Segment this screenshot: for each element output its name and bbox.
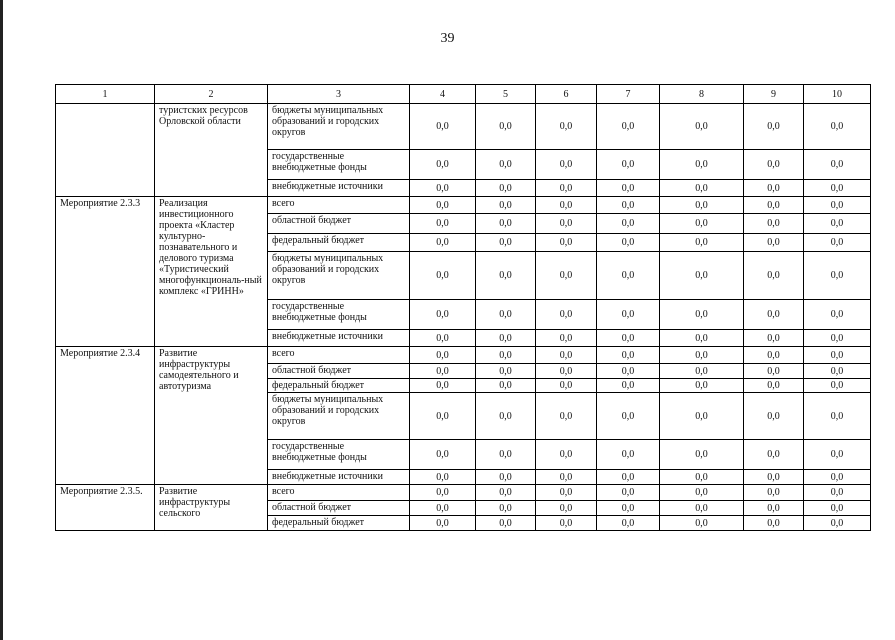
value-cell: 0,0 — [804, 393, 871, 440]
value-cell: 0,0 — [804, 485, 871, 501]
event-name-cell: Мероприятие 2.3.5. — [56, 485, 155, 531]
table-row — [56, 347, 871, 364]
value-cell: 0,0 — [410, 379, 476, 393]
value-cell: 0,0 — [410, 197, 476, 214]
value-cell: 0,0 — [476, 440, 536, 470]
value-cell: 0,0 — [660, 330, 744, 347]
event-description-cell: Развитие инфраструктуры сельского — [155, 485, 268, 531]
header-cell: 3 — [268, 85, 410, 104]
event-description-cell: Реализация инвестиционного проекта «Кластер культурно-познавательного и делового туризма «Туристический многофункциональ-ный комплекс «ГРИНН» — [155, 197, 268, 347]
value-cell: 0,0 — [744, 150, 804, 180]
value-cell: 0,0 — [597, 470, 660, 485]
value-cell: 0,0 — [660, 440, 744, 470]
value-cell: 0,0 — [744, 104, 804, 150]
event-description-cell: туристских ресурсов Орловской области — [155, 104, 268, 197]
value-cell: 0,0 — [804, 150, 871, 180]
table-row — [56, 485, 871, 501]
funding-source-cell: федеральный бюджет — [268, 234, 410, 252]
value-cell: 0,0 — [804, 516, 871, 531]
value-cell: 0,0 — [476, 330, 536, 347]
value-cell: 0,0 — [476, 104, 536, 150]
header-cell: 1 — [56, 85, 155, 104]
value-cell: 0,0 — [744, 214, 804, 234]
value-cell: 0,0 — [536, 234, 597, 252]
value-cell: 0,0 — [744, 485, 804, 501]
value-cell: 0,0 — [660, 180, 744, 197]
value-cell: 0,0 — [536, 150, 597, 180]
value-cell: 0,0 — [476, 485, 536, 501]
value-cell: 0,0 — [804, 379, 871, 393]
value-cell: 0,0 — [804, 330, 871, 347]
value-cell: 0,0 — [410, 330, 476, 347]
header-cell: 4 — [410, 85, 476, 104]
event-name-cell: Мероприятие 2.3.4 — [56, 347, 155, 485]
value-cell: 0,0 — [476, 364, 536, 379]
value-cell: 0,0 — [476, 197, 536, 214]
value-cell: 0,0 — [597, 180, 660, 197]
funding-source-cell: бюджеты муниципальных образований и городских округов — [268, 252, 410, 300]
value-cell: 0,0 — [804, 347, 871, 364]
funding-source-cell: бюджеты муниципальных образований и городских округов — [268, 104, 410, 150]
event-description-cell: Развитие инфраструктуры самодеятельного и автотуризма — [155, 347, 268, 485]
value-cell: 0,0 — [410, 347, 476, 364]
value-cell: 0,0 — [476, 234, 536, 252]
header-cell: 10 — [804, 85, 871, 104]
value-cell: 0,0 — [597, 104, 660, 150]
table-row — [56, 104, 871, 150]
funding-source-cell: областной бюджет — [268, 501, 410, 516]
value-cell: 0,0 — [804, 180, 871, 197]
value-cell: 0,0 — [744, 440, 804, 470]
value-cell: 0,0 — [744, 197, 804, 214]
value-cell: 0,0 — [660, 501, 744, 516]
value-cell: 0,0 — [476, 347, 536, 364]
value-cell: 0,0 — [660, 197, 744, 214]
funding-source-cell: федеральный бюджет — [268, 516, 410, 531]
table-row — [56, 197, 871, 214]
value-cell: 0,0 — [660, 470, 744, 485]
value-cell: 0,0 — [410, 470, 476, 485]
value-cell: 0,0 — [536, 104, 597, 150]
funding-source-cell: внебюджетные источники — [268, 330, 410, 347]
value-cell: 0,0 — [536, 364, 597, 379]
value-cell: 0,0 — [597, 197, 660, 214]
event-name-cell: Мероприятие 2.3.3 — [56, 197, 155, 347]
funding-source-cell: всего — [268, 485, 410, 501]
header-row — [56, 85, 871, 104]
value-cell: 0,0 — [660, 347, 744, 364]
value-cell: 0,0 — [536, 197, 597, 214]
value-cell: 0,0 — [660, 104, 744, 150]
funding-source-cell: федеральный бюджет — [268, 379, 410, 393]
value-cell: 0,0 — [536, 485, 597, 501]
value-cell: 0,0 — [597, 234, 660, 252]
value-cell: 0,0 — [744, 393, 804, 440]
header-cell: 5 — [476, 85, 536, 104]
value-cell: 0,0 — [410, 485, 476, 501]
funding-source-cell: бюджеты муниципальных образований и городских округов — [268, 393, 410, 440]
value-cell: 0,0 — [410, 150, 476, 180]
value-cell: 0,0 — [476, 214, 536, 234]
value-cell: 0,0 — [410, 440, 476, 470]
value-cell: 0,0 — [597, 440, 660, 470]
value-cell: 0,0 — [804, 300, 871, 330]
funding-source-cell: государственные внебюджетные фонды — [268, 440, 410, 470]
value-cell: 0,0 — [476, 300, 536, 330]
funding-source-cell: внебюджетные источники — [268, 470, 410, 485]
value-cell: 0,0 — [410, 393, 476, 440]
value-cell: 0,0 — [597, 501, 660, 516]
value-cell: 0,0 — [536, 393, 597, 440]
value-cell: 0,0 — [804, 440, 871, 470]
funding-source-cell: всего — [268, 347, 410, 364]
value-cell: 0,0 — [597, 150, 660, 180]
value-cell: 0,0 — [660, 214, 744, 234]
value-cell: 0,0 — [410, 180, 476, 197]
value-cell: 0,0 — [597, 364, 660, 379]
value-cell: 0,0 — [476, 180, 536, 197]
value-cell: 0,0 — [744, 501, 804, 516]
value-cell: 0,0 — [804, 104, 871, 150]
value-cell: 0,0 — [597, 330, 660, 347]
value-cell: 0,0 — [410, 104, 476, 150]
value-cell: 0,0 — [597, 393, 660, 440]
value-cell: 0,0 — [597, 516, 660, 531]
value-cell: 0,0 — [660, 252, 744, 300]
value-cell: 0,0 — [476, 252, 536, 300]
value-cell: 0,0 — [536, 214, 597, 234]
value-cell: 0,0 — [410, 214, 476, 234]
value-cell: 0,0 — [660, 485, 744, 501]
value-cell: 0,0 — [660, 393, 744, 440]
value-cell: 0,0 — [744, 300, 804, 330]
value-cell: 0,0 — [744, 364, 804, 379]
budget-table — [55, 84, 871, 531]
value-cell: 0,0 — [536, 347, 597, 364]
value-cell: 0,0 — [476, 501, 536, 516]
value-cell: 0,0 — [804, 214, 871, 234]
value-cell: 0,0 — [536, 330, 597, 347]
value-cell: 0,0 — [804, 501, 871, 516]
value-cell: 0,0 — [476, 516, 536, 531]
value-cell: 0,0 — [536, 440, 597, 470]
value-cell: 0,0 — [660, 364, 744, 379]
value-cell: 0,0 — [744, 252, 804, 300]
event-name-cell — [56, 104, 155, 197]
value-cell: 0,0 — [410, 364, 476, 379]
value-cell: 0,0 — [804, 470, 871, 485]
value-cell: 0,0 — [410, 501, 476, 516]
funding-source-cell: областной бюджет — [268, 364, 410, 379]
value-cell: 0,0 — [597, 379, 660, 393]
value-cell: 0,0 — [660, 379, 744, 393]
value-cell: 0,0 — [744, 234, 804, 252]
value-cell: 0,0 — [660, 516, 744, 531]
value-cell: 0,0 — [536, 252, 597, 300]
header-cell: 2 — [155, 85, 268, 104]
value-cell: 0,0 — [597, 485, 660, 501]
value-cell: 0,0 — [597, 214, 660, 234]
header-cell: 6 — [536, 85, 597, 104]
header-cell: 9 — [744, 85, 804, 104]
value-cell: 0,0 — [536, 180, 597, 197]
value-cell: 0,0 — [410, 516, 476, 531]
value-cell: 0,0 — [804, 197, 871, 214]
value-cell: 0,0 — [476, 379, 536, 393]
value-cell: 0,0 — [597, 252, 660, 300]
value-cell: 0,0 — [536, 300, 597, 330]
value-cell: 0,0 — [597, 347, 660, 364]
value-cell: 0,0 — [660, 150, 744, 180]
value-cell: 0,0 — [744, 330, 804, 347]
value-cell: 0,0 — [804, 252, 871, 300]
funding-source-cell: областной бюджет — [268, 214, 410, 234]
value-cell: 0,0 — [744, 379, 804, 393]
value-cell: 0,0 — [744, 180, 804, 197]
value-cell: 0,0 — [536, 379, 597, 393]
value-cell: 0,0 — [536, 516, 597, 531]
value-cell: 0,0 — [804, 364, 871, 379]
value-cell: 0,0 — [410, 300, 476, 330]
value-cell: 0,0 — [410, 252, 476, 300]
funding-source-cell: внебюджетные источники — [268, 180, 410, 197]
funding-source-cell: государственные внебюджетные фонды — [268, 300, 410, 330]
funding-source-cell: государственные внебюджетные фонды — [268, 150, 410, 180]
funding-source-cell: всего — [268, 197, 410, 214]
header-cell: 7 — [597, 85, 660, 104]
value-cell: 0,0 — [410, 234, 476, 252]
page-edge-line — [0, 0, 3, 640]
value-cell: 0,0 — [597, 300, 660, 330]
header-cell: 8 — [660, 85, 744, 104]
value-cell: 0,0 — [804, 234, 871, 252]
value-cell: 0,0 — [476, 393, 536, 440]
value-cell: 0,0 — [744, 347, 804, 364]
value-cell: 0,0 — [744, 470, 804, 485]
value-cell: 0,0 — [476, 150, 536, 180]
page-number: 39 — [440, 31, 455, 46]
value-cell: 0,0 — [660, 300, 744, 330]
value-cell: 0,0 — [536, 501, 597, 516]
value-cell: 0,0 — [744, 516, 804, 531]
value-cell: 0,0 — [476, 470, 536, 485]
value-cell: 0,0 — [660, 234, 744, 252]
value-cell: 0,0 — [536, 470, 597, 485]
